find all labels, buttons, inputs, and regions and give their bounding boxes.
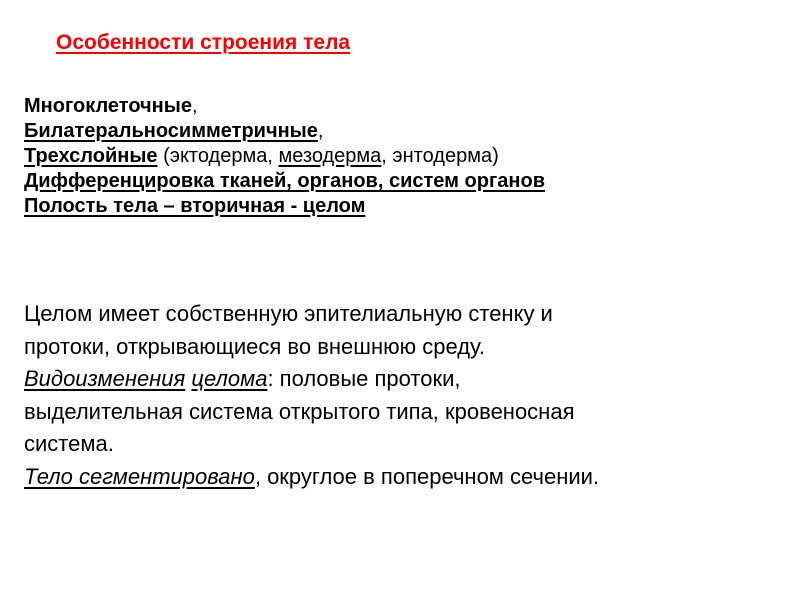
- desc-line-2: протоки, открывающиеся во внешнюю среду.: [24, 333, 485, 359]
- comma: ,: [191, 95, 198, 117]
- feature-differentiation: [24, 169, 545, 194]
- segmented-rest: , округлое в поперечном сечении.: [254, 463, 600, 489]
- features-list: [24, 94, 545, 219]
- feature-three-layer: [24, 144, 545, 169]
- modifications-label: Видоизменения: [24, 366, 186, 391]
- three-layer-text: Трехслойные: [24, 145, 158, 167]
- feature-body-cavity: [24, 194, 545, 219]
- desc-line-3: [24, 363, 764, 396]
- desc-line-6: [24, 461, 764, 494]
- multicellular-text: Многоклеточные: [24, 95, 192, 117]
- germ-layers-open: (эктодерма,: [157, 145, 279, 167]
- segmented-label: Тело сегментировано: [24, 463, 255, 489]
- desc-line-1: Целом имеет собственную эпителиальную стенку и: [24, 301, 553, 326]
- coelom-term: целома: [191, 366, 268, 391]
- slide-title: Особенности строения тела: [56, 31, 351, 54]
- description-paragraph: [24, 298, 764, 493]
- mesoderm-text: мезодерма: [278, 145, 382, 167]
- desc-line-4: выделительная система открытого типа, кровеносная: [24, 398, 575, 424]
- desc-line-5: система.: [24, 431, 114, 456]
- bilateral-text: Билатеральносимметричные: [24, 120, 318, 142]
- feature-bilateral: [24, 119, 545, 144]
- body-cavity-text: Полость тела – вторичная - целом: [24, 195, 366, 217]
- comma: ,: [317, 120, 324, 142]
- feature-multicellular: [24, 94, 545, 119]
- modifications-rest: : половые протоки,: [267, 366, 461, 391]
- differentiation-text: Дифференцировка тканей, органов, систем органов: [24, 170, 545, 192]
- germ-layers-close: , энтодерма): [381, 145, 499, 167]
